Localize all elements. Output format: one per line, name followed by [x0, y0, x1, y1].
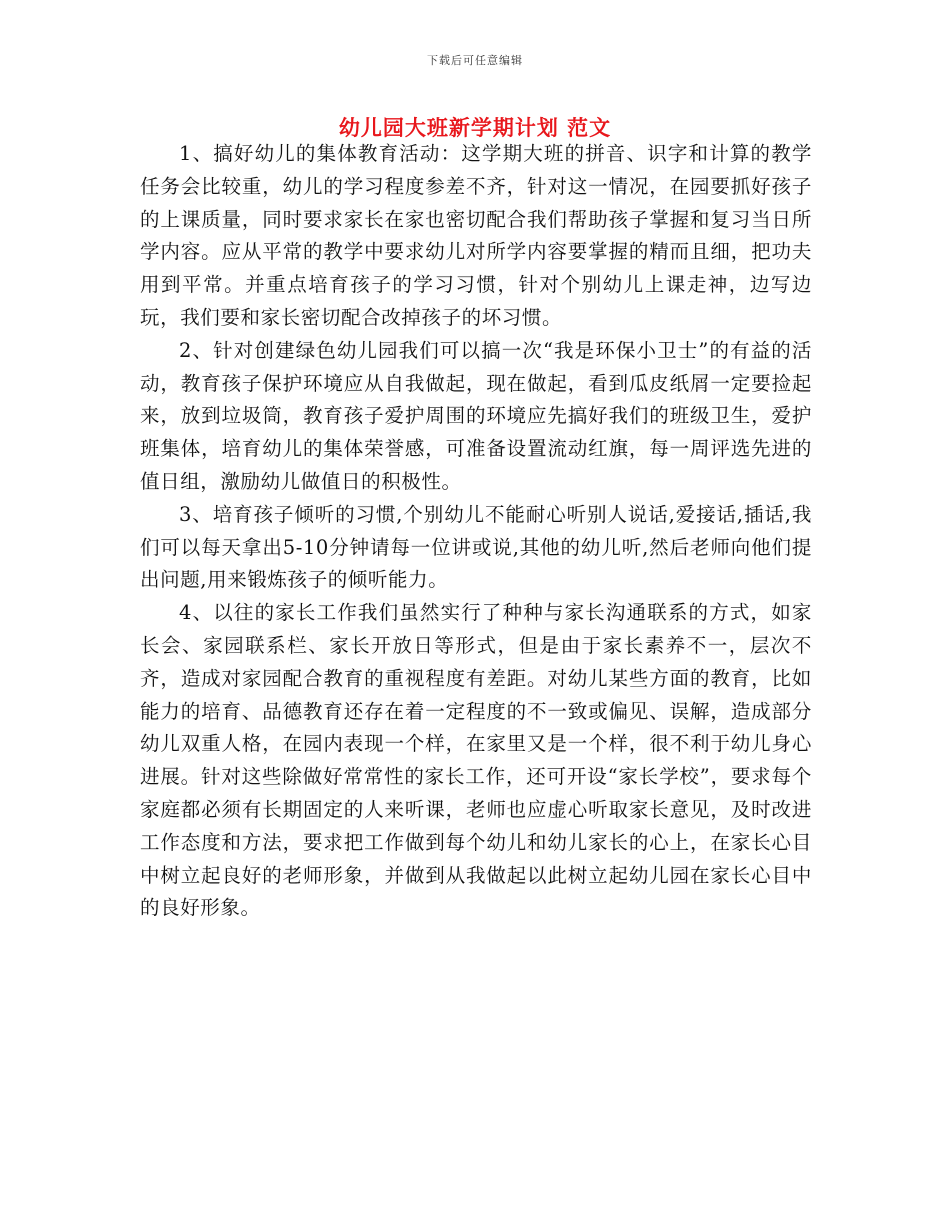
paragraph-1: 1、搞好幼儿的集体教育活动：这学期大班的拼音、识字和计算的教学任务会比较重，幼儿的学习程度参差不齐，针对这一情况，在园要抓好孩子的上课质量，同时要求家长在家也密切配合我们帮助孩子掌握和复习当日所学内容。应从平常的教学中要求幼儿对所学内容要掌握的精而且细，把功夫用到平常。并重点培育孩子的学习习惯，针对个别幼儿上课走神，边写边玩，我们要和家长密切配合改掉孩子的坏习惯。	[140, 142, 812, 329]
page-header-note: 下载后可任意编辑	[427, 54, 523, 67]
paragraph-3: 3、培育孩子倾听的习惯,个别幼儿不能耐心听别人说话,爱接话,插话,我们可以每天拿出5-10分钟请每一位讲或说,其他的幼儿听,然后老师向他们提出问题,用来锻炼孩子的倾听能力。	[140, 502, 812, 592]
paragraph-4: 4、以往的家长工作我们虽然实行了种种与家长沟通联系的方式，如家长会、家园联系栏、家长开放日等形式，但是由于家长素养不一，层次不齐，造成对家园配合教育的重视程度有差距。对幼儿某些方面的教育，比如能力的培育、品德教育还存在着一定程度的不一致或偏见、误解，造成部分幼儿双重人格，在园内表现一个样，在家里又是一个样，很不利于幼儿身心进展。针对这些除做好常常性的家长工作，还可开设“家长学校”，要求每个家庭都必须有长期固定的人来听课，老师也应虚心听取家长意见，及时改进工作态度和方法，要求把工作做到每个幼儿和幼儿家长的心上，在家长心目中树立起良好的老师形象，并做到从我做起以此树立起幼儿园在家长心目中的良好形象。	[140, 601, 812, 920]
document-title: 幼儿园大班新学期计划 范文	[338, 115, 612, 140]
document-body	[140, 138, 812, 925]
paragraph-2: 2、针对创建绿色幼儿园我们可以搞一次“我是环保小卫士”的有益的活动，教育孩子保护环境应从自我做起，现在做起，看到瓜皮纸屑一定要捡起来，放到垃圾筒，教育孩子爱护周围的环境应先搞好我们的班级卫生，爱护班集体，培育幼儿的集体荣誉感，可准备设置流动红旗，每一周评选先进的值日组，激励幼儿做值日的积极性。	[140, 338, 812, 493]
